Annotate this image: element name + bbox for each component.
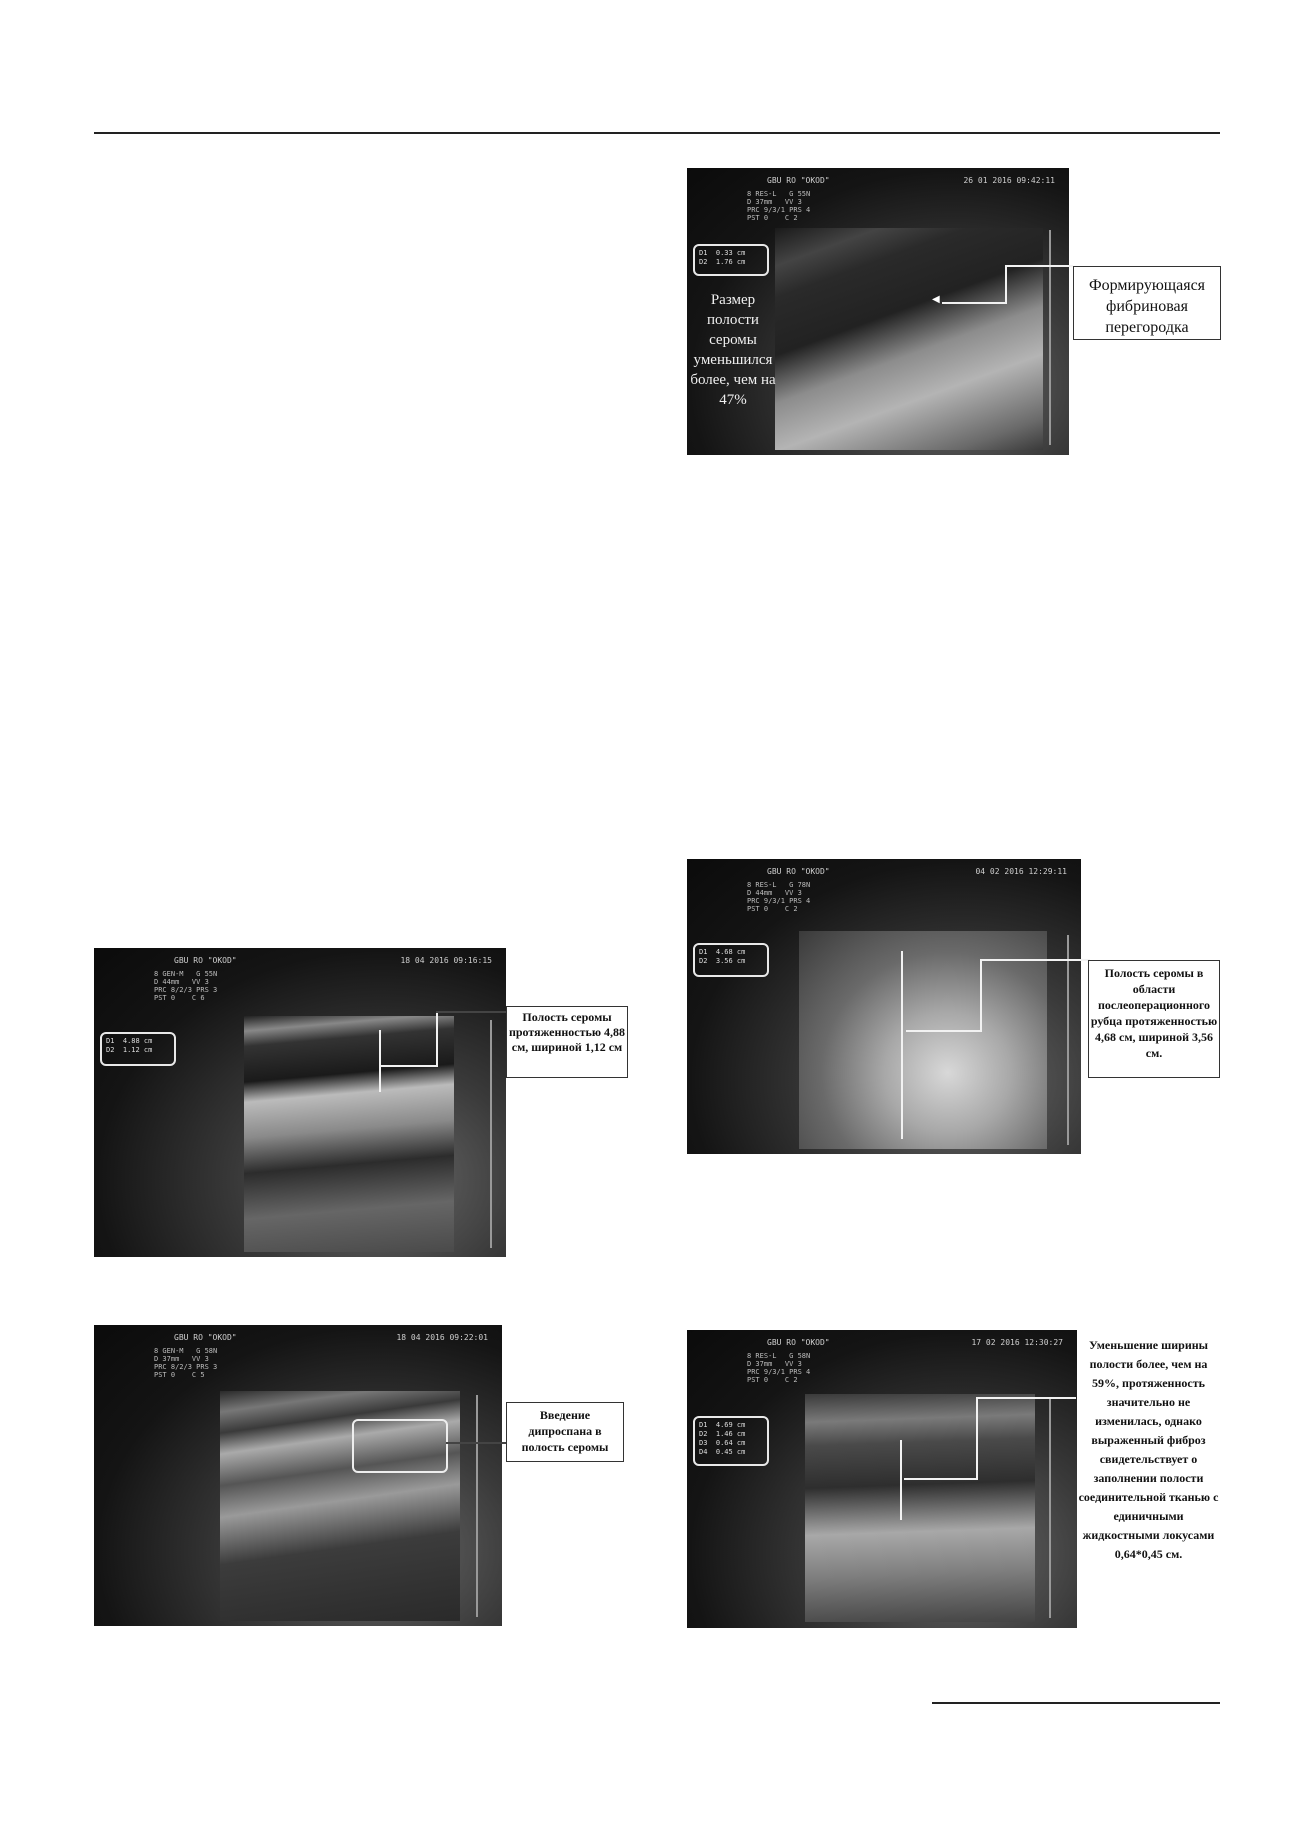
measurement-box: D1 4.69 cm D2 1.46 cm D3 0.64 cm D4 0.45 cm bbox=[693, 1416, 769, 1466]
header-org: GBU RO "OKOD" bbox=[767, 867, 830, 876]
header-timestamp: 18 04 2016 09:16:15 bbox=[400, 956, 492, 965]
header-org: GBU RO "OKOD" bbox=[174, 956, 237, 965]
header-org: GBU RO "OKOD" bbox=[767, 1338, 830, 1347]
depth-ruler bbox=[1067, 935, 1069, 1145]
callout-arrow-a-vert bbox=[1005, 266, 1007, 304]
header-timestamp: 26 01 2016 09:42:11 bbox=[963, 176, 1055, 185]
scan-params: 8 RES-L G 55N D 37mm VV 3 PRC 9/3/1 PRS 4 PST 0 C 2 bbox=[747, 190, 811, 222]
scan-area bbox=[799, 931, 1047, 1149]
callout-arrow-b-top bbox=[436, 1011, 508, 1013]
scan-area bbox=[775, 228, 1043, 450]
measurement-box: D1 4.88 cm D2 1.12 cm bbox=[100, 1032, 176, 1066]
measurement-box: D1 0.33 cm D2 1.76 cm bbox=[693, 244, 769, 276]
ultrasound-header bbox=[695, 174, 1061, 188]
scan-params: 8 GEN-M G 58N D 37mm VV 3 PRC 8/2/3 PRS 3 PST 0 C 5 bbox=[154, 1347, 218, 1379]
left-note-a: Размер полости серомы уменьшился более, чем на 47% bbox=[690, 292, 776, 408]
ultrasound-header bbox=[695, 1336, 1069, 1350]
scan-params: 8 RES-L G 78N D 44mm VV 3 PRC 9/3/1 PRS 4 PST 0 C 2 bbox=[747, 881, 811, 913]
ultrasound-header bbox=[102, 954, 498, 968]
scan-area bbox=[244, 1016, 454, 1252]
callout-arrow-e-vert bbox=[976, 1398, 978, 1480]
scan-area bbox=[805, 1394, 1035, 1622]
depth-ruler bbox=[1049, 1398, 1051, 1618]
callout-arrow-e bbox=[904, 1478, 978, 1480]
header-timestamp: 04 02 2016 12:29:11 bbox=[975, 867, 1067, 876]
arrow-head-a-icon: ◀ bbox=[932, 294, 940, 305]
callout-arrow-e-top bbox=[976, 1397, 1076, 1399]
callout-arrow-a bbox=[942, 302, 1007, 304]
depth-ruler bbox=[476, 1395, 478, 1617]
highlight-box-d bbox=[352, 1419, 448, 1473]
ultrasound-image-c bbox=[687, 859, 1081, 1154]
callout-arrow-d bbox=[446, 1442, 506, 1444]
callout-arrow-c-top bbox=[980, 959, 1090, 961]
depth-ruler bbox=[1049, 230, 1051, 445]
measure-line-b bbox=[379, 1030, 381, 1092]
ultrasound-image-b bbox=[94, 948, 506, 1257]
callout-d: Введение дипроспана в полость серомы bbox=[506, 1402, 624, 1462]
scan-params: 8 GEN-M G 55N D 44mm VV 3 PRC 8/2/3 PRS 3 PST 0 C 6 bbox=[154, 970, 218, 1002]
callout-b: Полость серомы протяженностью 4,88 см, шириной 1,12 см bbox=[506, 1006, 628, 1078]
footer-rule bbox=[932, 1702, 1220, 1704]
callout-arrow-b-vert bbox=[436, 1012, 438, 1067]
ultrasound-image-d bbox=[94, 1325, 502, 1626]
ultrasound-header bbox=[695, 865, 1073, 879]
measure-line-c bbox=[901, 951, 903, 1139]
measure-line-e bbox=[900, 1440, 902, 1520]
callout-e: Уменьшение ширины полости более, чем на 59%, протяженность значительно не изменилась, однако выраженный фиброз свидетельствует о заполнении полости соединительной тканью с единичными жидкостными локусами 0,64*0,45 см. bbox=[1077, 1330, 1220, 1624]
callout-arrow-a-top bbox=[1005, 265, 1073, 267]
callout-a: Формирующаяся фибриновая перегородка bbox=[1073, 266, 1221, 340]
ultrasound-header bbox=[102, 1331, 494, 1345]
header-timestamp: 17 02 2016 12:30:27 bbox=[971, 1338, 1063, 1347]
header-timestamp: 18 04 2016 09:22:01 bbox=[396, 1333, 488, 1342]
callout-arrow-b bbox=[380, 1065, 438, 1067]
header-rule bbox=[94, 132, 1220, 134]
measurement-box: D1 4.68 cm D2 3.56 cm bbox=[693, 943, 769, 977]
depth-ruler bbox=[490, 1020, 492, 1248]
header-org: GBU RO "OKOD" bbox=[174, 1333, 237, 1342]
callout-c: Полость серомы в области послеоперационного рубца протяженностью 4,68 см, шириной 3,56 см. bbox=[1088, 960, 1220, 1078]
ultrasound-image-e bbox=[687, 1330, 1077, 1628]
callout-arrow-c bbox=[906, 1030, 981, 1032]
callout-arrow-c-vert bbox=[980, 960, 982, 1032]
header-org: GBU RO "OKOD" bbox=[767, 176, 830, 185]
scan-params: 8 RES-L G 58N D 37mm VV 3 PRC 9/3/1 PRS 4 PST 0 C 2 bbox=[747, 1352, 811, 1384]
